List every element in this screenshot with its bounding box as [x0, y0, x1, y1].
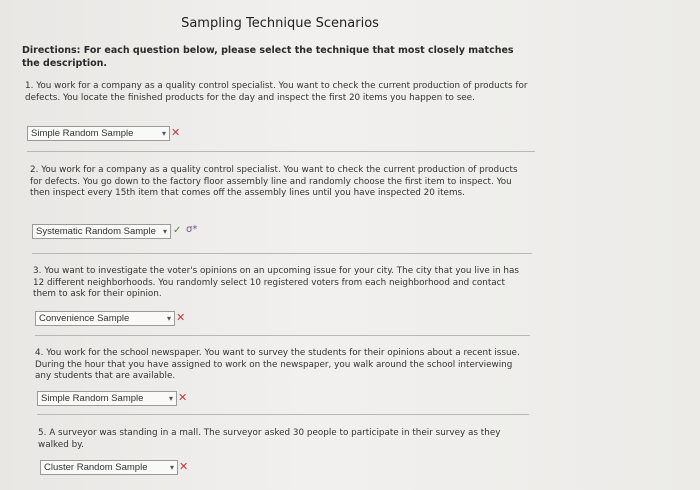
question-2-selected-value: Systematic Random Sample	[36, 226, 156, 237]
incorrect-x-icon: ✕	[176, 311, 186, 324]
divider	[37, 414, 529, 415]
question-3-selected-value: Convenience Sample	[39, 313, 130, 324]
directions-text: Directions: For each question below, please select the technique that most closely matches the description.	[22, 45, 514, 69]
question-4-selected-value: Simple Random Sample	[41, 393, 144, 404]
question-2-text: 2. You work for a company as a quality control specialist. You want to check the current production of products for defects. You go down to the factory floor assembly line and randomly choose the first item to inspect. You then inspect every 15th item that comes off the assembly lines until you have inspected 20 items.	[30, 165, 518, 198]
question-4-text: 4. You work for the school newspaper. You want to survey the students for their opinions about a recent issue. During the hour that you have assigned to work on the newspaper, you walk around the school interviewing any students that are available.	[35, 348, 520, 381]
question-5-answer-select[interactable]	[40, 460, 178, 475]
divider	[35, 335, 530, 336]
chevron-down-icon: ▾	[161, 129, 166, 138]
question-3-text: 3. You want to investigate the voter's opinions on an upcoming issue for your city. The city that you live in has 12 different neighborhoods. You randomly select 10 registered voters from each neighborhood and contact them to ask for their opinion.	[33, 266, 519, 299]
chevron-down-icon: ▾	[168, 394, 173, 403]
chevron-down-icon: ▾	[169, 463, 174, 472]
chevron-down-icon: ▾	[166, 314, 171, 323]
question-2-answer-select[interactable]	[32, 224, 171, 239]
question-1-selected-value: Simple Random Sample	[31, 128, 134, 139]
chevron-down-icon: ▾	[162, 227, 167, 236]
hint-icon[interactable]: σ*	[186, 224, 198, 235]
question-3-answer-select[interactable]	[35, 311, 175, 326]
page-title: Sampling Technique Scenarios	[181, 16, 379, 31]
question-1-text: 1. You work for a company as a quality control specialist. You want to check the current production of products for defects. You locate the finished products for the day and inspect the first 20 items you happen to see.	[25, 81, 528, 103]
incorrect-x-icon: ✕	[178, 391, 188, 404]
incorrect-x-icon: ✕	[179, 460, 189, 473]
correct-check-icon: ✓	[173, 225, 182, 236]
question-5-text: 5. A surveyor was standing in a mall. The surveyor asked 30 people to participate in their survey as they walked by.	[38, 428, 501, 450]
divider	[32, 253, 532, 254]
incorrect-x-icon: ✕	[171, 126, 181, 139]
divider	[27, 151, 535, 152]
question-4-answer-select[interactable]	[37, 391, 177, 406]
question-1-answer-select[interactable]	[27, 126, 170, 141]
question-5-selected-value: Cluster Random Sample	[44, 462, 148, 473]
